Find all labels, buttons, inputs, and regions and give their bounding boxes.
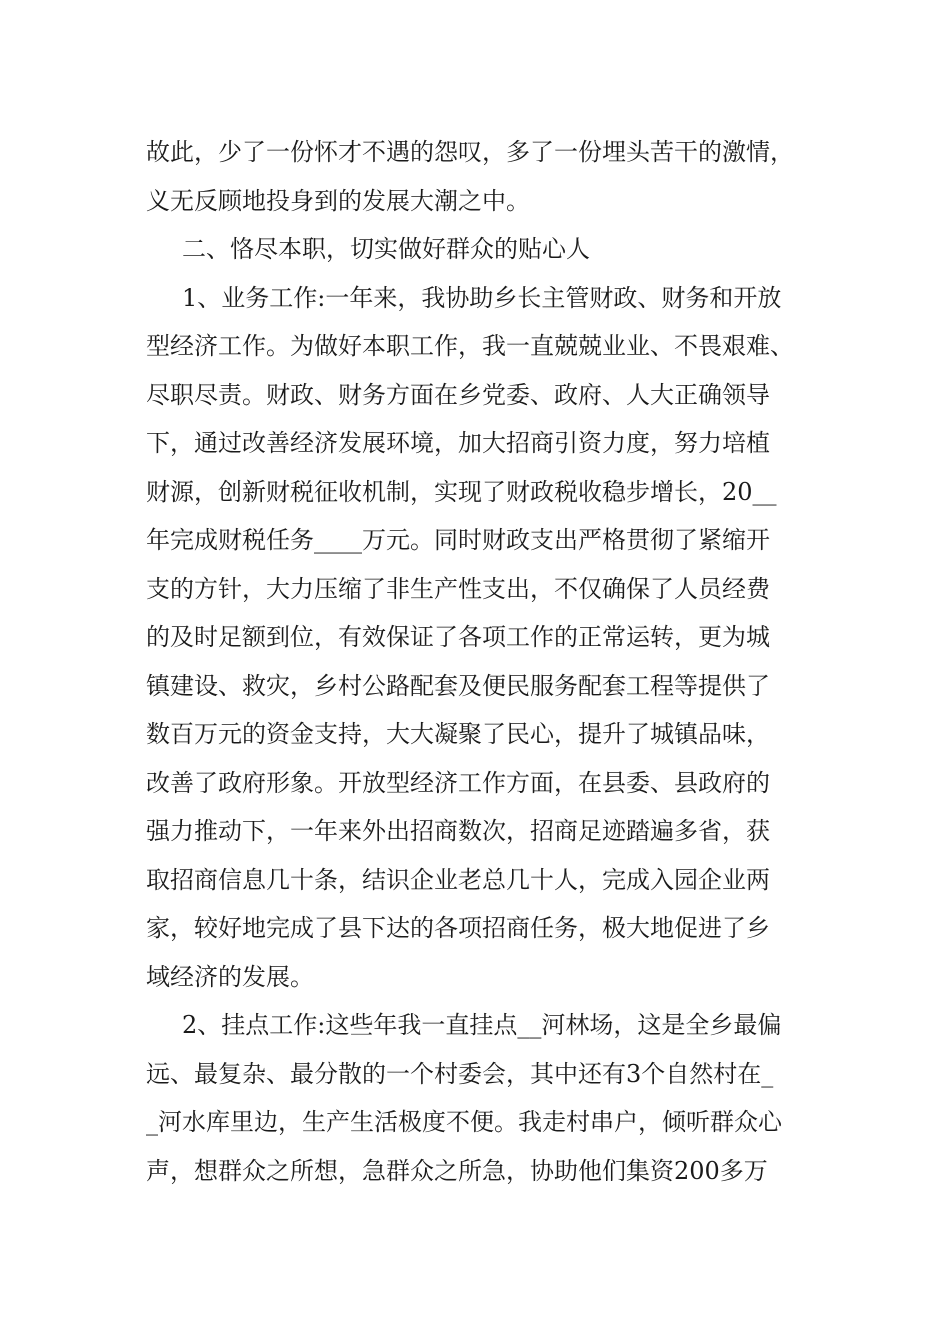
- paragraph-line: 故此，少了一份怀才不遇的怨叹，多了一份埋头苦干的激情，: [146, 138, 794, 166]
- paragraph-line: 家，较好地完成了县下达的各项招商任务，极大地促进了乡: [146, 914, 770, 942]
- paragraph-line: 财源，创新财税征收机制，实现了财政税收稳步增长，20__: [146, 477, 777, 506]
- paragraph-line: 远、最复杂、最分散的一个村委会，其中还有3个自然村在_: [146, 1059, 774, 1088]
- paragraph-line: 域经济的发展。: [146, 962, 314, 991]
- paragraph-line: 年完成财税任务____万元。同时财政支出严格贯彻了紧缩开: [146, 526, 770, 554]
- paragraph-line: 义无反顾地投身到的发展大潮之中。: [146, 186, 530, 215]
- paragraph-line: 支的方针，大力压缩了非生产性支出，不仅确保了人员经费: [146, 574, 770, 603]
- paragraph-line: 尽职尽责。财政、财务方面在乡党委、政府、人大正确领导: [146, 380, 770, 409]
- paragraph-line: 1、业务工作:一年来，我协助乡长主管财政、财务和开放: [182, 283, 782, 312]
- paragraph-line: 改善了政府形象。开放型经济工作方面，在县委、县政府的: [146, 768, 770, 797]
- paragraph-line: _河水库里边，生产生活极度不便。我走村串户，倾听群众心: [146, 1108, 782, 1136]
- paragraph-line: 数百万元的资金支持，大大凝聚了民心，提升了城镇品味，: [146, 720, 770, 748]
- paragraph-line: 型经济工作。为做好本职工作，我一直兢兢业业、不畏艰难、: [146, 332, 794, 360]
- paragraph-line: 镇建设、救灾，乡村公路配套及便民服务配套工程等提供了: [146, 671, 770, 700]
- paragraph-line: 强力推动下，一年来外出招商数次，招商足迹踏遍多省，获: [146, 817, 770, 845]
- paragraph-line: 的及时足额到位，有效保证了各项工作的正常运转，更为城: [146, 623, 770, 651]
- paragraph-line: 声，想群众之所想，急群众之所急，协助他们集资200多万: [146, 1156, 768, 1185]
- paragraph-line: 下，通过改善经济发展环境，加大招商引资力度，努力培植: [146, 429, 770, 457]
- paragraph-line: 取招商信息几十条，结识企业老总几十人，完成入园企业两: [146, 865, 770, 894]
- paragraph-line: 2、挂点工作:这些年我一直挂点__河林场，这是全乡最偏: [182, 1011, 782, 1039]
- section-heading: 二、恪尽本职，切实做好群众的贴心人: [182, 235, 590, 263]
- document-body: [146, 128, 794, 1195]
